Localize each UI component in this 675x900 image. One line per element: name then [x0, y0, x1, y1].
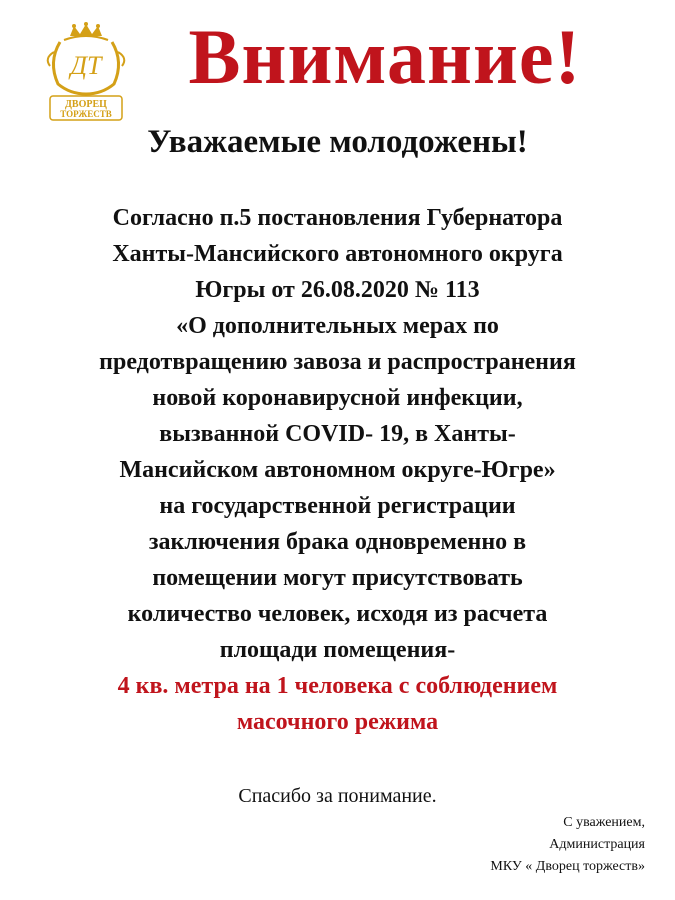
logo-monogram: ДТ [70, 51, 102, 80]
signature-block [345, 812, 645, 878]
notice-line: вызванной COVID- 19, в Ханты- [159, 421, 516, 447]
notice-line: предотвращению завоза и распространения [99, 349, 576, 375]
greeting-heading: Уважаемые молодожены! [147, 124, 528, 160]
notice-line: «О дополнительных мерах по [176, 313, 499, 339]
notice-line: Югры от 26.08.2020 № 113 [195, 277, 480, 303]
notice-line: новой коронавирусной инфекции, [152, 385, 523, 411]
logo-text-line1: ДВОРЕЦ [65, 99, 107, 110]
notice-line: заключения брака одновременно в [148, 529, 527, 555]
highlight-line: масочного режима [236, 709, 439, 735]
signature-line: Администрация [549, 837, 645, 852]
notice-line: Мансийском автономном округе-Югре» [119, 457, 556, 483]
notice-line: площади помещения- [219, 637, 456, 663]
notice-body [20, 200, 655, 740]
notice-line: Согласно п.5 постановления Губернатора [112, 205, 563, 231]
signature-line: МКУ « Дворец торжеств» [490, 859, 645, 874]
notice-line: на государственной регистрации [159, 493, 516, 519]
notice-line: количество человек, исходя из расчета [127, 601, 548, 627]
highlight-line: 4 кв. метра на 1 человека с соблюдением [117, 673, 558, 699]
thanks-text: Спасибо за понимание. [238, 785, 437, 807]
dvorets-torzhestv-logo [40, 22, 132, 122]
notice-line: Ханты-Мансийского автономного округа [112, 241, 563, 267]
signature-line: С уважением, [563, 815, 645, 830]
attention-heading: Внимание! [188, 13, 582, 100]
logo-text-line2: ТОРЖЕСТВ [60, 109, 112, 119]
notice-line: помещении могут присутствовать [152, 565, 523, 591]
